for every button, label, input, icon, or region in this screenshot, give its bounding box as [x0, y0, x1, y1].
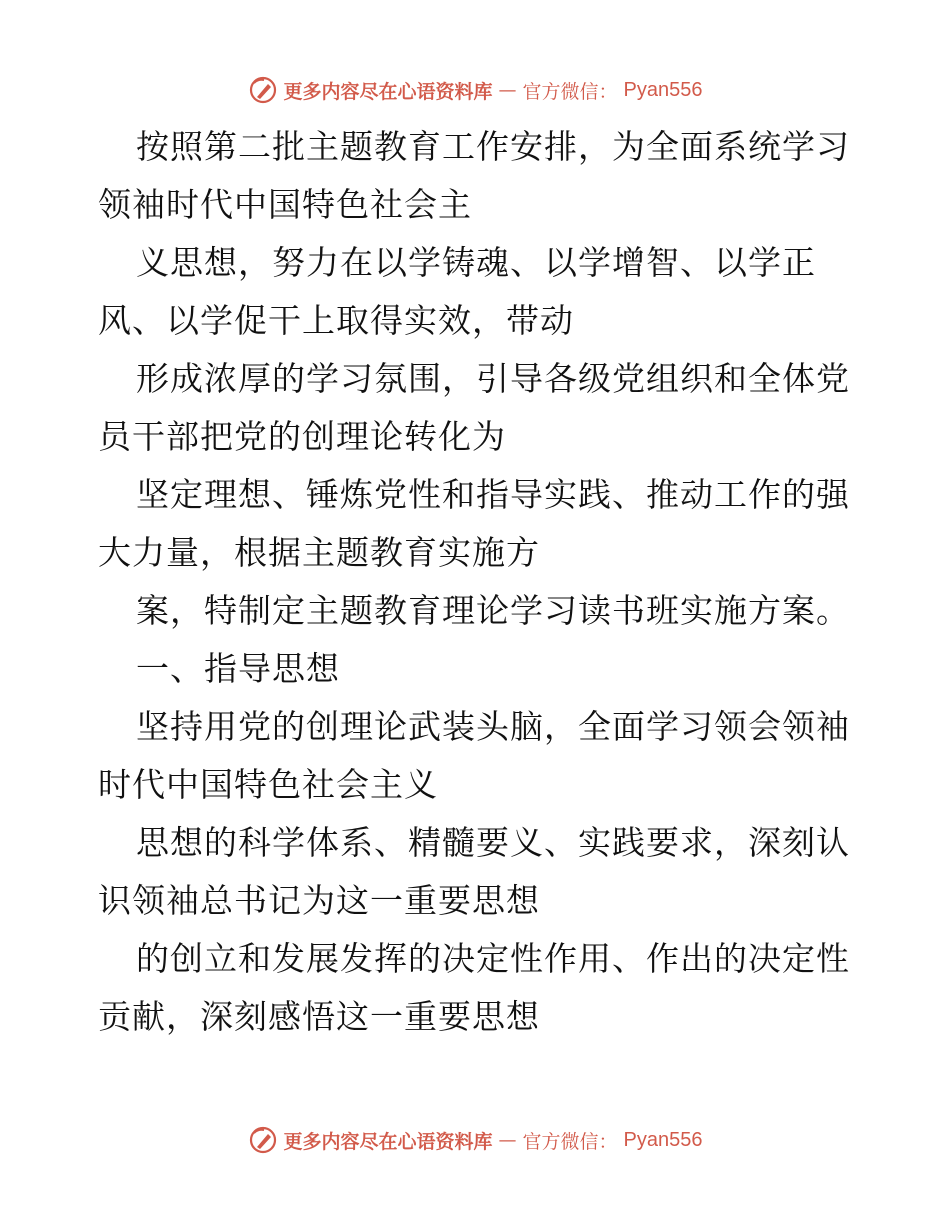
paragraph-line: 时代中国特色社会主义: [98, 765, 438, 804]
paragraph-line: 风、以学促干上取得实效，带动: [98, 301, 574, 340]
watermark-wechat-label: 官方微信：: [522, 1130, 618, 1153]
paragraph-line: 坚持用党的创理论武装头脑，全面学习领会领袖: [136, 707, 850, 746]
watermark-dash: —: [498, 1129, 517, 1151]
watermark-dash: —: [498, 79, 517, 101]
section-heading-guiding-thought: [98, 640, 858, 698]
paragraph-line: 员干部把党的创理论转化为: [98, 417, 506, 456]
paragraph-line: 大力量，根据主题教育实施方: [98, 533, 540, 572]
paragraph-5: [98, 582, 858, 640]
watermark-slogan: 更多内容尽在心语资料库: [283, 1130, 493, 1153]
footer-watermark-banner: [0, 1120, 950, 1160]
header-watermark-banner: [0, 70, 950, 110]
watermark-slogan: 更多内容尽在心语资料库: [283, 80, 493, 103]
pen-circle-logo-icon: [248, 75, 278, 105]
paragraph-3: [98, 350, 858, 466]
watermark-wechat-handle: Pyan556: [623, 78, 703, 101]
paragraph-9: [98, 930, 858, 1046]
paragraph-line: 领袖时代中国特色社会主: [98, 185, 472, 224]
paragraph-4: [98, 466, 858, 582]
paragraph-2: [98, 234, 858, 350]
paragraph-line: 的创立和发展发挥的决定性作用、作出的决定性: [136, 939, 850, 978]
paragraph-line: 形成浓厚的学习氛围，引导各级党组织和全体党: [136, 359, 850, 398]
paragraph-line: 坚定理想、锤炼党性和指导实践、推动工作的强: [136, 475, 850, 514]
paragraph-7: [98, 698, 858, 814]
pen-circle-logo-icon: [248, 1125, 278, 1155]
paragraph-line: 思想的科学体系、精髓要义、实践要求，深刻认: [136, 823, 850, 862]
watermark-wechat-label: 官方微信：: [522, 80, 618, 103]
paragraph-line: 按照第二批主题教育工作安排，为全面系统学习: [136, 127, 850, 166]
paragraph-line: 识领袖总书记为这一重要思想: [98, 881, 540, 920]
paragraph-line: 案，特制定主题教育理论学习读书班实施方案。: [136, 591, 850, 630]
paragraph-8: [98, 814, 858, 930]
section-heading-text: 一、指导思想: [136, 649, 340, 688]
paragraph-line: 贡献，深刻感悟这一重要思想: [98, 997, 540, 1036]
document-body: [98, 118, 858, 1046]
watermark-wechat-handle: Pyan556: [623, 1128, 703, 1151]
paragraph-line: 义思想，努力在以学铸魂、以学增智、以学正: [136, 243, 816, 282]
paragraph-1: [98, 118, 858, 234]
